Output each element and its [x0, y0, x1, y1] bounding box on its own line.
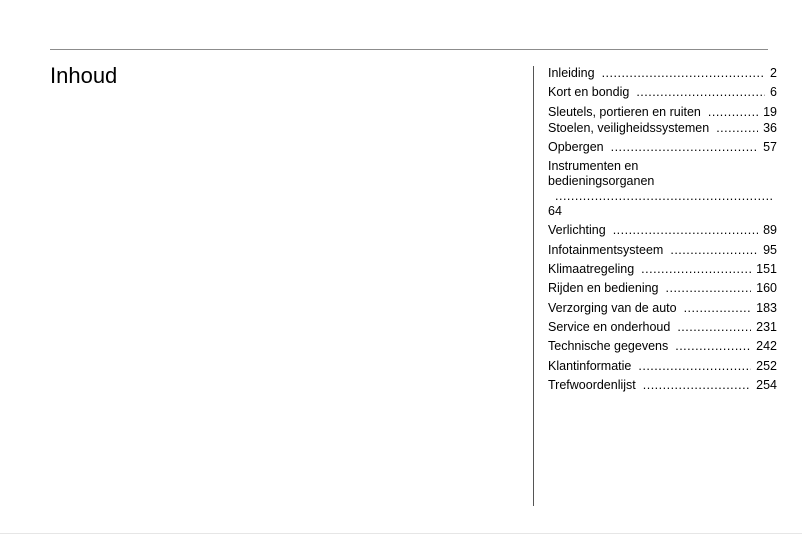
toc-dot-leader — [555, 189, 772, 204]
toc-entry-service[interactable] — [548, 320, 777, 335]
toc-entry-trefwoordenlijst[interactable] — [548, 378, 777, 393]
toc-dot-leader — [675, 339, 751, 354]
header-rule — [50, 49, 768, 50]
toc-entry-page: 57 — [763, 139, 777, 154]
toc-entry-label: Trefwoordenlijst — [548, 377, 636, 392]
toc-entry-label: Stoelen, veiligheidssystemen — [548, 120, 710, 135]
toc-dot-leader — [684, 301, 752, 316]
toc-entry-infotainmentsysteem[interactable] — [548, 243, 777, 258]
toc-entry-label: Sleutels, portieren en ruiten — [548, 104, 701, 119]
toc-entry-page: 6 — [770, 85, 777, 100]
toc-dot-leader — [716, 121, 758, 136]
toc-entry-label: Rijden en bediening — [548, 281, 659, 296]
toc-entry-label: Service en onderhoud — [548, 319, 671, 334]
toc-entry-opbergen[interactable] — [548, 140, 777, 155]
toc-entry-klimaatregeling[interactable] — [548, 262, 777, 277]
toc-dot-leader — [602, 66, 765, 81]
table-of-contents — [548, 66, 777, 397]
toc-entry-rijden[interactable] — [548, 281, 777, 296]
toc-entry-label: Opbergen — [548, 139, 604, 154]
toc-dot-leader — [613, 223, 758, 238]
toc-entry-label: Verlichting — [548, 223, 606, 238]
toc-entry-page: 151 — [756, 262, 777, 277]
toc-dot-leader — [636, 85, 765, 100]
toc-entry-page: 183 — [756, 300, 777, 315]
toc-entry-page: 231 — [756, 319, 777, 334]
toc-entry-label: Technische gegevens — [548, 339, 669, 354]
toc-entry-label: Inleiding — [548, 66, 595, 80]
toc-entry-label-line1: Instrumenten en — [548, 159, 639, 174]
toc-entry-instrumenten[interactable] — [548, 159, 777, 219]
toc-entry-page: 36 — [763, 120, 777, 135]
toc-entry-kort-en-bondig[interactable] — [548, 85, 777, 100]
toc-entry-klantinformatie[interactable] — [548, 359, 777, 374]
toc-dot-leader — [708, 105, 758, 120]
toc-dot-leader — [670, 243, 758, 258]
toc-entry-verzorging[interactable] — [548, 301, 777, 316]
footer-rule — [0, 533, 802, 534]
toc-entry-page: 160 — [756, 281, 777, 296]
toc-entry-label: Verzorging van de auto — [548, 300, 677, 315]
toc-dot-leader — [641, 262, 751, 277]
toc-dot-leader — [611, 140, 758, 155]
toc-dot-leader — [666, 281, 752, 296]
toc-entry-label: Klantinformatie — [548, 358, 632, 373]
toc-entry-stoelen[interactable] — [548, 121, 777, 136]
toc-entry-page: 95 — [763, 242, 777, 257]
toc-dot-leader — [638, 359, 751, 374]
toc-entry-page: 242 — [756, 339, 777, 354]
column-divider — [533, 66, 534, 506]
toc-entry-page: 89 — [763, 223, 777, 238]
toc-entry-inleiding[interactable] — [548, 66, 777, 81]
toc-entry-page: 254 — [756, 377, 777, 392]
toc-dot-leader — [643, 378, 751, 393]
toc-entry-verlichting[interactable] — [548, 223, 777, 238]
toc-entry-label: Infotainmentsysteem — [548, 242, 664, 257]
toc-entry-label: Kort en bondig — [548, 85, 630, 100]
toc-entry-technische-gegevens[interactable] — [548, 339, 777, 354]
toc-entry-page: 252 — [756, 358, 777, 373]
toc-entry-page: 2 — [770, 66, 777, 80]
page-title: Inhoud — [50, 63, 118, 88]
toc-entry-label: bedieningsorganen — [548, 174, 655, 189]
toc-entry-page: 19 — [763, 104, 777, 119]
toc-entry-label: Klimaatregeling — [548, 262, 635, 277]
toc-dot-leader — [677, 320, 751, 335]
toc-entry-sleutels[interactable] — [548, 105, 777, 120]
toc-entry-page: 64 — [548, 204, 562, 219]
